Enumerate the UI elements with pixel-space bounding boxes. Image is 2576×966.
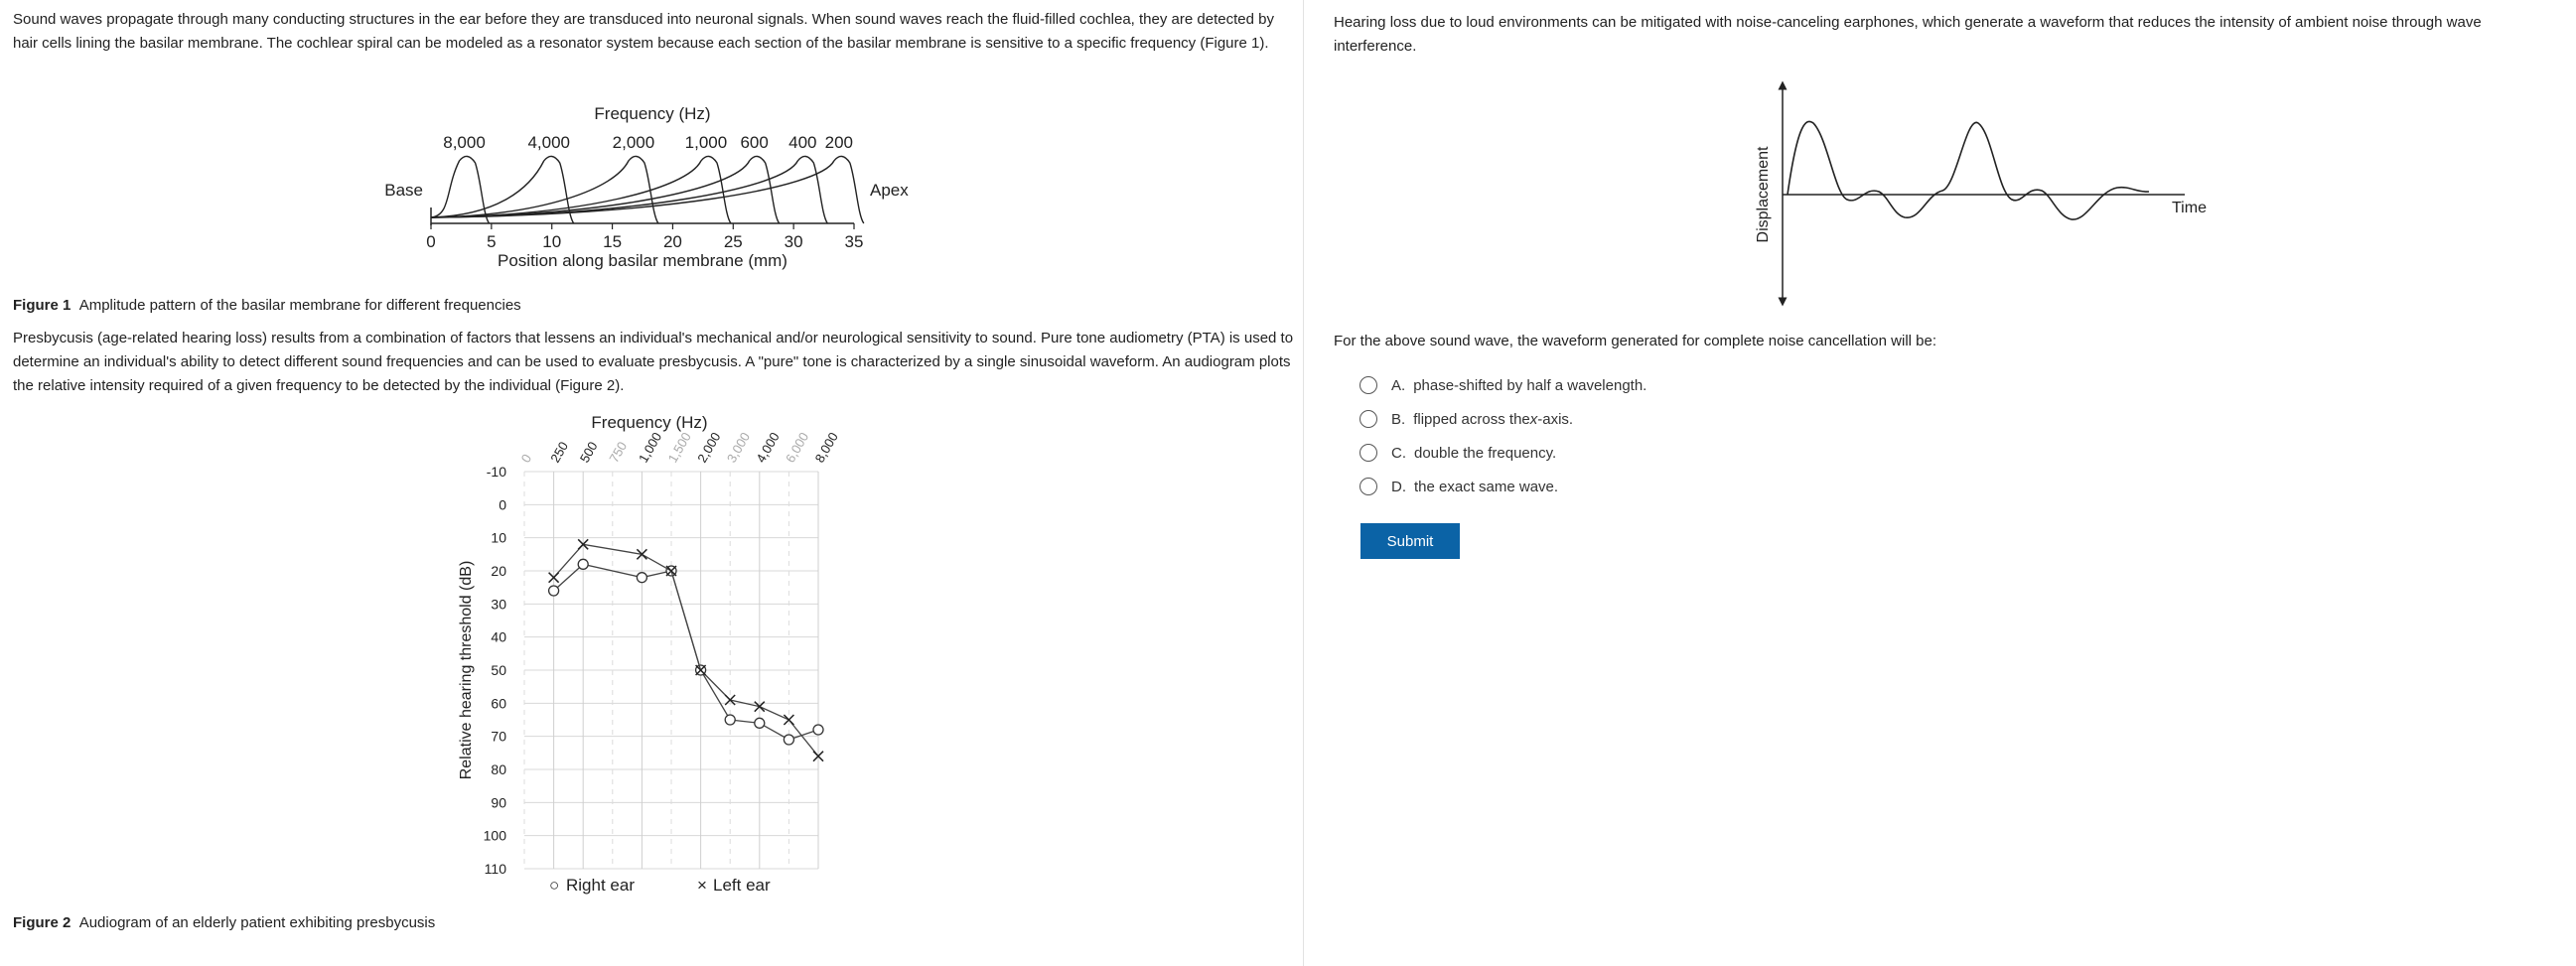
choice-c-letter: C. <box>1391 444 1406 462</box>
figure-1-x-tick-label: 15 <box>603 232 623 251</box>
figure-1-freq-label: 1,000 <box>684 133 728 152</box>
audiogram-x-tick-label: 500 <box>576 439 601 466</box>
audiogram-x-tick-label: 1,000 <box>636 429 665 466</box>
audiogram-x-tick-label: 1,500 <box>664 429 694 466</box>
audiogram-y-tick-label: 20 <box>491 563 506 579</box>
choice-b-text-em: x <box>1529 410 1538 428</box>
audiogram-y-tick-label: 0 <box>499 496 506 513</box>
figure-1-freq-label: 4,000 <box>527 133 570 152</box>
figure-1-freq-label: 400 <box>788 133 817 152</box>
choice-b[interactable] <box>1360 410 1573 428</box>
choice-d[interactable] <box>1360 478 1558 495</box>
audiogram-y-tick-label: 40 <box>491 628 506 645</box>
choice-a-text: phase-shifted by half a wavelength. <box>1413 376 1647 394</box>
audiogram-point-right-ear <box>549 586 559 596</box>
figure-2-caption-text: Audiogram of an elderly patient exhibiting presbycusis <box>78 914 436 931</box>
audiogram-y-tick-label: 80 <box>491 761 506 777</box>
figure-1-caption-label: Figure 1 <box>13 297 72 314</box>
choice-a[interactable] <box>1360 376 1646 394</box>
legend-left-ear-symbol: × <box>697 876 707 895</box>
audiogram-y-tick-label: 70 <box>491 728 506 745</box>
audiogram-line-x <box>554 544 818 756</box>
figure-1-x-tick-label: 5 <box>487 232 497 251</box>
figure-1-x-tick-label: 0 <box>426 232 436 251</box>
audiogram-point-right-ear <box>637 573 646 583</box>
choice-a-radio[interactable] <box>1360 376 1377 394</box>
choice-c-text: double the frequency. <box>1414 444 1557 462</box>
wave-x-label: Time <box>2172 200 2207 216</box>
audiogram-line-circle <box>554 564 818 740</box>
question-stem: For the above sound wave, the waveform generated for complete noise cancellation will be: <box>1334 333 1937 349</box>
figure-2-audiogram <box>0 402 1303 908</box>
figure-1-envelope-curve <box>431 156 490 223</box>
audiogram-y-tick-label: 50 <box>491 662 506 678</box>
audiogram-point-right-ear <box>755 718 765 728</box>
choice-c[interactable] <box>1360 444 1556 462</box>
ambient-noise-waveform <box>1788 121 2149 219</box>
choice-d-letter: D. <box>1391 478 1406 495</box>
choice-b-radio[interactable] <box>1360 410 1377 428</box>
legend-right-ear-label: Right ear <box>566 876 635 895</box>
figure-1-freq-label: 200 <box>824 133 854 152</box>
question-intro: Hearing loss due to loud environments can be mitigated with noise-canceling earphones, which generate a waveform that reduces the intensity of ambient noise through wave interference. <box>1334 14 2482 55</box>
figure-1-base-label: Base <box>384 181 423 200</box>
choice-d-text: the exact same wave. <box>1414 478 1559 495</box>
figure-1-freq-label: 8,000 <box>443 133 486 152</box>
audiogram-x-tick-label: 2,000 <box>694 429 724 466</box>
choice-d-radio[interactable] <box>1360 478 1377 495</box>
audiogram-y-tick-label: 10 <box>491 529 506 546</box>
figure-1-x-tick-label: 30 <box>784 232 803 251</box>
audiogram-y-tick-label: 110 <box>484 861 506 877</box>
wave-y-label: Displacement <box>1755 146 1772 243</box>
audiogram-point-right-ear <box>725 715 735 725</box>
figure-1-caption-text: Amplitude pattern of the basilar membrane for different frequencies <box>78 297 521 314</box>
figure-2-caption <box>13 914 435 931</box>
legend-right-ear-symbol: ○ <box>549 876 560 895</box>
audiogram-title: Frequency (Hz) <box>591 413 708 432</box>
audiogram-point-right-ear <box>578 559 588 569</box>
audiogram-point-right-ear <box>784 735 793 745</box>
submit-button[interactable]: Submit <box>1360 523 1460 559</box>
legend-left-ear-label: Left ear <box>713 876 771 895</box>
choice-a-letter: A. <box>1391 376 1406 394</box>
figure-1-apex-label: Apex <box>870 181 909 200</box>
audiogram-point-right-ear <box>813 725 823 735</box>
choice-b-text-post: -axis. <box>1537 410 1574 428</box>
audiogram-x-tick-label: 8,000 <box>811 429 841 466</box>
audiogram-y-tick-label: 60 <box>491 695 506 712</box>
figure-1-x-tick-label: 10 <box>542 232 562 251</box>
figure-1-x-tick-label: 25 <box>723 232 743 251</box>
audiogram-y-label: Relative hearing threshold (dB) <box>458 560 475 780</box>
audiogram-y-tick-label: 100 <box>483 827 506 844</box>
figure-1-x-tick-label: 20 <box>662 232 682 251</box>
figure-1-freq-label: 2,000 <box>612 133 655 152</box>
audiogram-x-tick-label: 0 <box>517 451 535 466</box>
audiogram-x-tick-label: 4,000 <box>753 429 783 466</box>
choice-c-radio[interactable] <box>1360 444 1377 462</box>
audiogram-x-tick-label: 250 <box>547 439 572 466</box>
audiogram-y-tick-label: -10 <box>486 464 506 480</box>
figure-2-caption-label: Figure 2 <box>13 914 72 931</box>
figure-1-freq-label: 600 <box>740 133 769 152</box>
figure-1-caption <box>13 297 521 314</box>
choice-b-letter: B. <box>1391 410 1406 428</box>
audiogram-x-tick-label: 3,000 <box>723 429 754 466</box>
figure-1-x-tick-label: 35 <box>844 232 864 251</box>
audiogram-x-tick-label: 750 <box>606 439 631 466</box>
audiogram-x-tick-label: 6,000 <box>783 429 812 466</box>
audiogram-y-tick-label: 30 <box>491 596 506 613</box>
figure-1-top-title: Frequency (Hz) <box>594 104 711 123</box>
audiogram-y-tick-label: 90 <box>491 794 506 811</box>
noise-waveform-figure <box>1748 75 2304 314</box>
passage-paragraph-1: Sound waves propagate through many conducting structures in the ear before they are transduced into neuronal signals. When sound waves reach the fluid-filled cochlea, they are detected by hair cells lining the basilar membrane. The cochlear spiral can be modeled as a resonator system because each section of the basilar membrane is sensitive to a specific frequency (Figure 1). <box>13 11 1274 52</box>
choice-b-text-pre: flipped across the <box>1413 410 1530 428</box>
figure-1-x-label: Position along basilar membrane (mm) <box>498 251 787 270</box>
passage-paragraph-2: Presbycusis (age-related hearing loss) results from a combination of factors that lessens an individual's mechanical and/or neurological sensitivity to sound. Pure tone audiometry (PTA) is used to determine an individual's ability to detect different sound frequencies and can be used to evaluate presbycusis. A "pure" tone is characterized by a single sinusoidal waveform. An audiogram plots the relative intensity required of a given frequency to be detected by the individual (Figure 2). <box>13 330 1294 394</box>
